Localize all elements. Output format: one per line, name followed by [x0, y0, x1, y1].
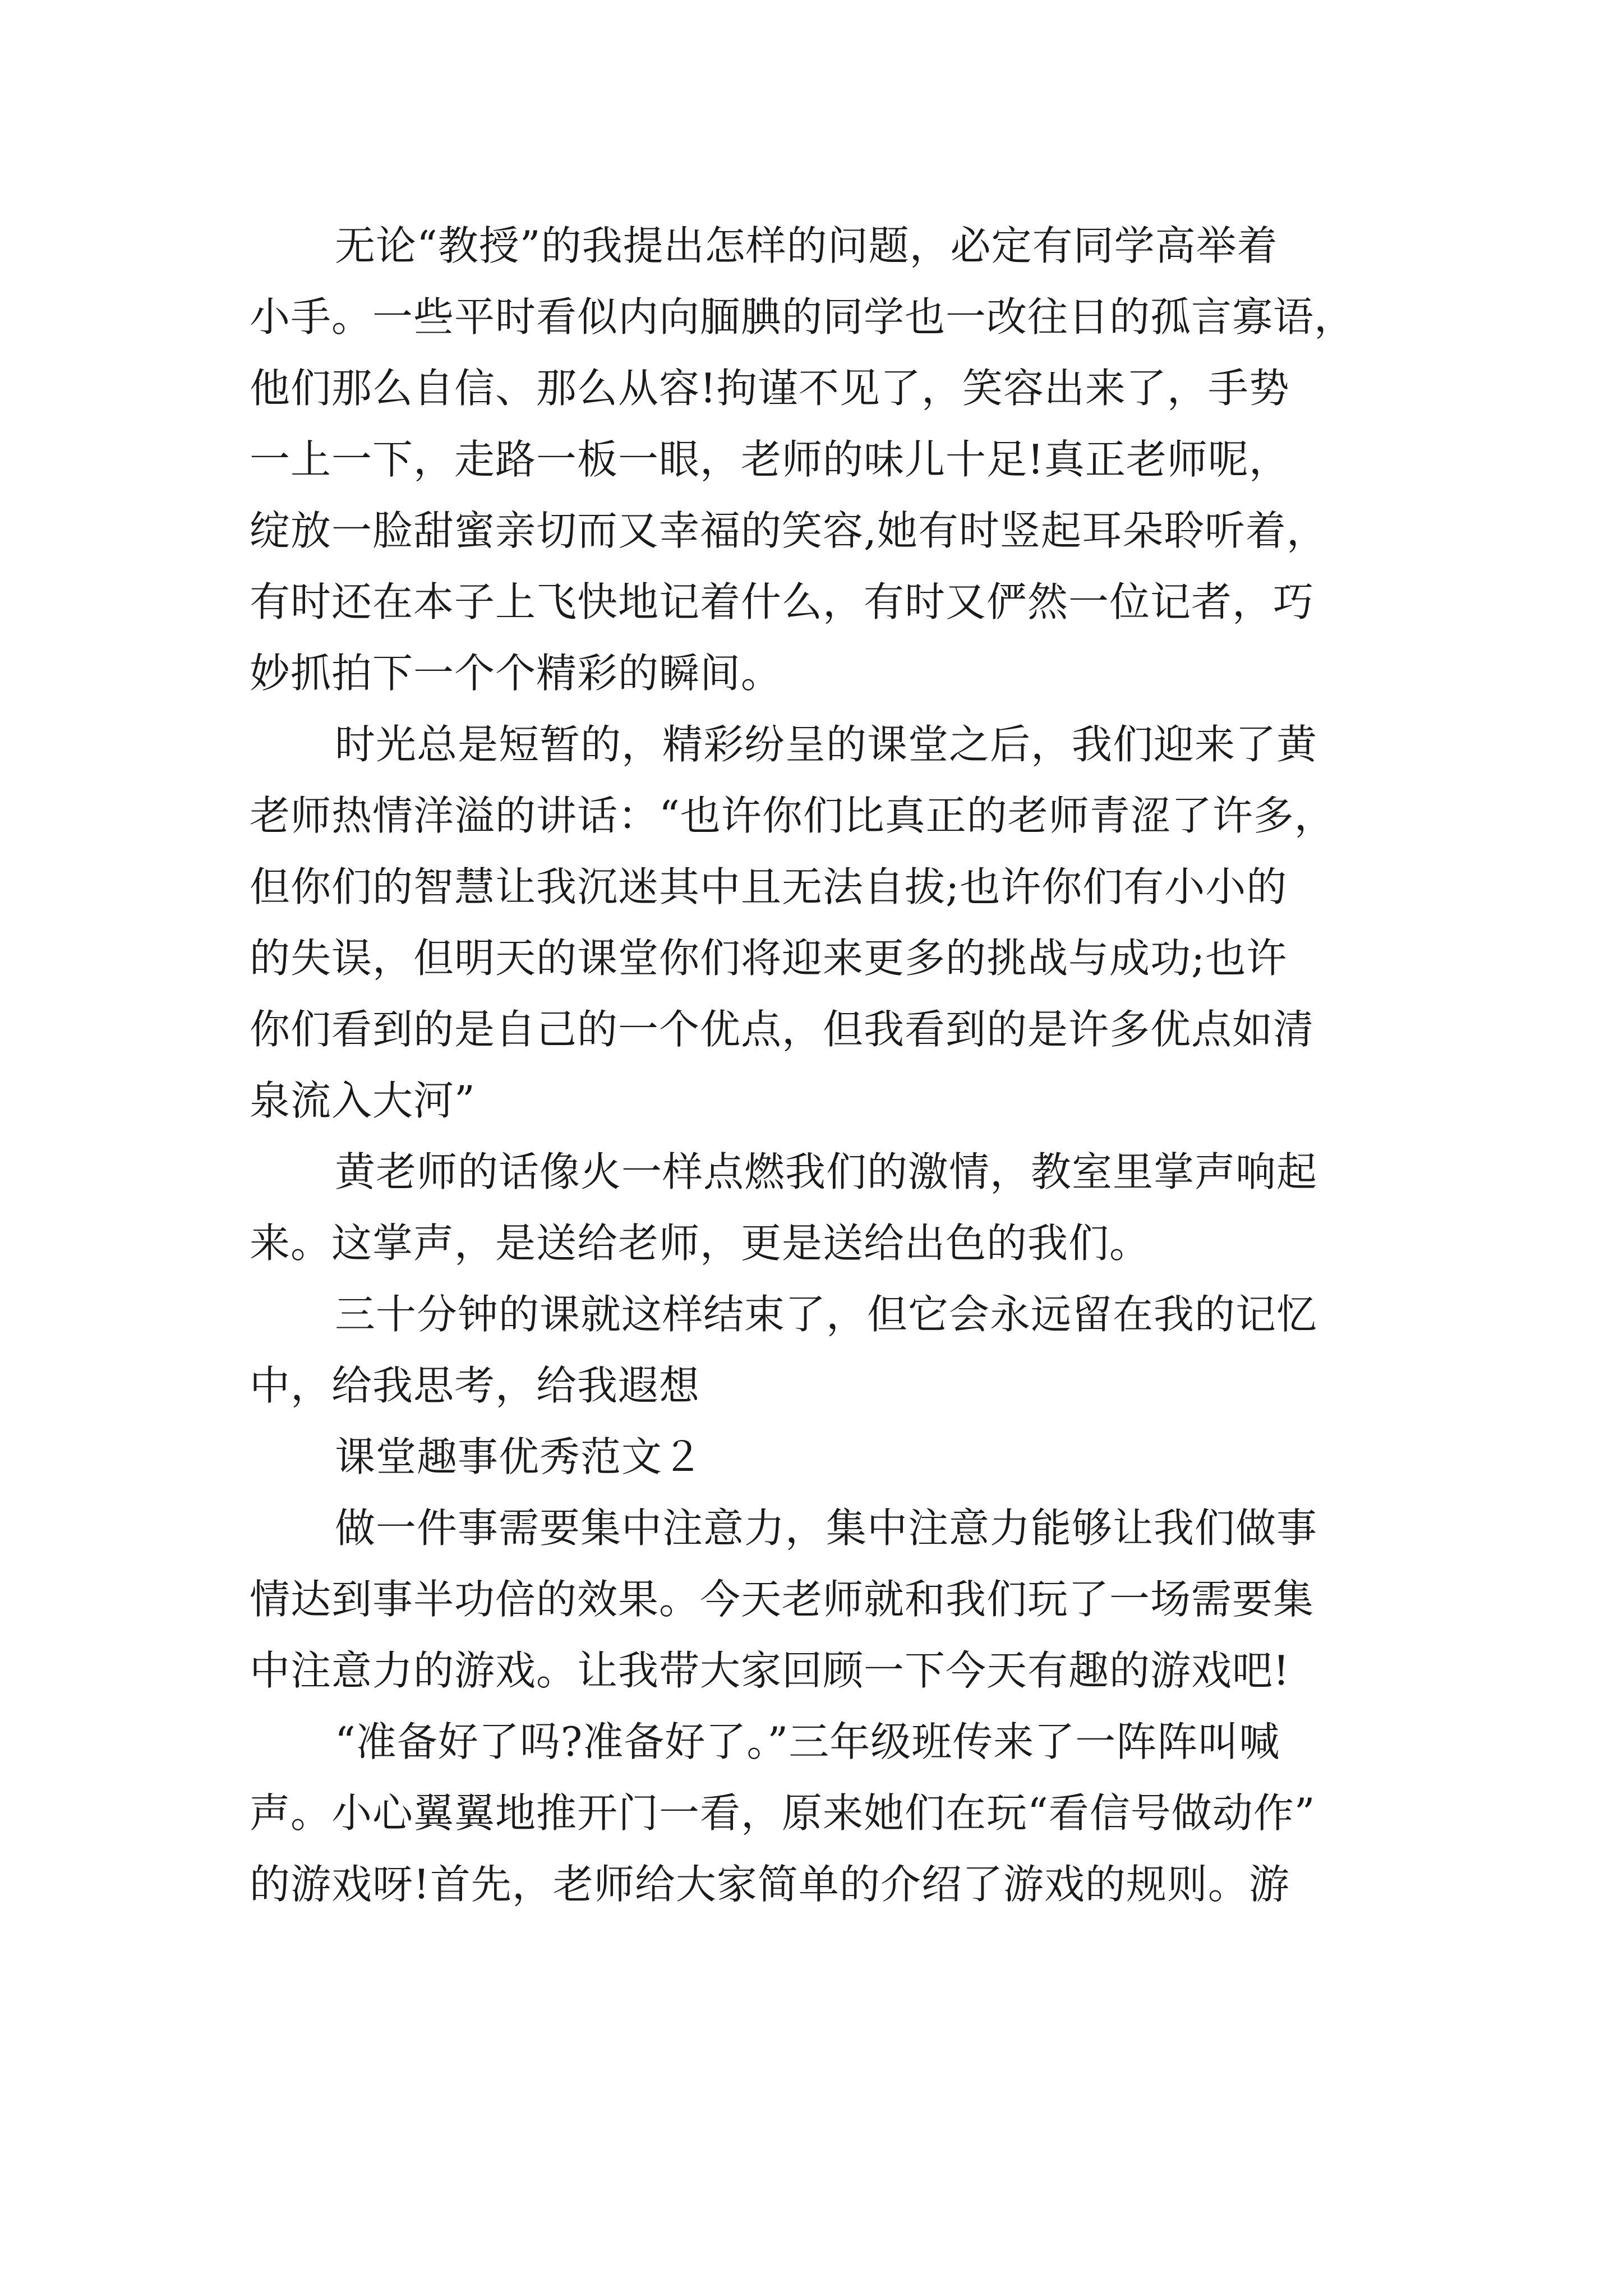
- text-line: 但你们的智慧让我沉迷其中且无法自拔;也许你们有小小的: [250, 863, 1288, 910]
- text-line: 无论“教授”的我提出怎样的问题，必定有同学高举着: [335, 222, 1278, 269]
- text-line: 绽放一脸甜蜜亲切而又幸福的笑容,她有时竖起耳朵聆听着，: [250, 507, 1327, 554]
- text-line: 情达到事半功倍的效果。今天老师就和我们玩了一场需要集: [250, 1576, 1315, 1623]
- text-line: 的失误，但明天的课堂你们将迎来更多的挑战与成功;也许: [250, 935, 1288, 982]
- text-line: 妙抓拍下一个个精彩的瞬间。: [250, 650, 782, 697]
- text-line: 黄老师的话像火一样点燃我们的激情，教室里掌声响起: [335, 1148, 1318, 1195]
- text-line: 中，给我思考，给我遐想: [250, 1362, 700, 1409]
- text-line: 的游戏呀!首先，老师给大家简单的介绍了游戏的规则。游: [250, 1861, 1290, 1908]
- text-line: 声。小心翼翼地推开门一看，原来她们在玩“看信号做动作”: [250, 1789, 1316, 1837]
- text-line: 三十分钟的课就这样结束了，但它会永远留在我的记忆: [335, 1291, 1318, 1338]
- document-body: [250, 210, 1399, 1920]
- section-heading: 课堂趣事优秀范文２: [335, 1433, 704, 1480]
- text-line: 做一件事需要集中注意力，集中注意力能够让我们做事: [335, 1504, 1318, 1552]
- text-line: 泉流入大河”: [250, 1077, 476, 1124]
- text-line: “准备好了吗?准备好了。”三年级班传来了一阵阵叫喊: [335, 1718, 1280, 1765]
- text-line: 时光总是短暂的，精彩纷呈的课堂之后，我们迎来了黄: [335, 721, 1318, 768]
- text-line: 一上一下，走路一板一眼，老师的味儿十足!真正老师呢，: [250, 436, 1290, 483]
- text-line: 来。这掌声，是送给老师，更是送给出色的我们。: [250, 1220, 1151, 1267]
- text-line: 他们那么自信、那么从容!拘谨不见了，笑容出来了，手势: [250, 365, 1290, 412]
- text-line: 小手。一些平时看似内向腼腆的同学也一改往日的孤言寡语，: [250, 293, 1355, 341]
- text-line: 老师热情洋溢的讲话：“也许你们比真正的老师青涩了许多，: [250, 792, 1335, 839]
- text-line: 你们看到的是自己的一个优点，但我看到的是许多优点如清: [250, 1006, 1315, 1053]
- text-line: 中注意力的游戏。让我带大家回顾一下今天有趣的游戏吧!: [250, 1647, 1290, 1694]
- text-line: 有时还在本子上飞快地记着什么，有时又俨然一位记者，巧: [250, 578, 1315, 625]
